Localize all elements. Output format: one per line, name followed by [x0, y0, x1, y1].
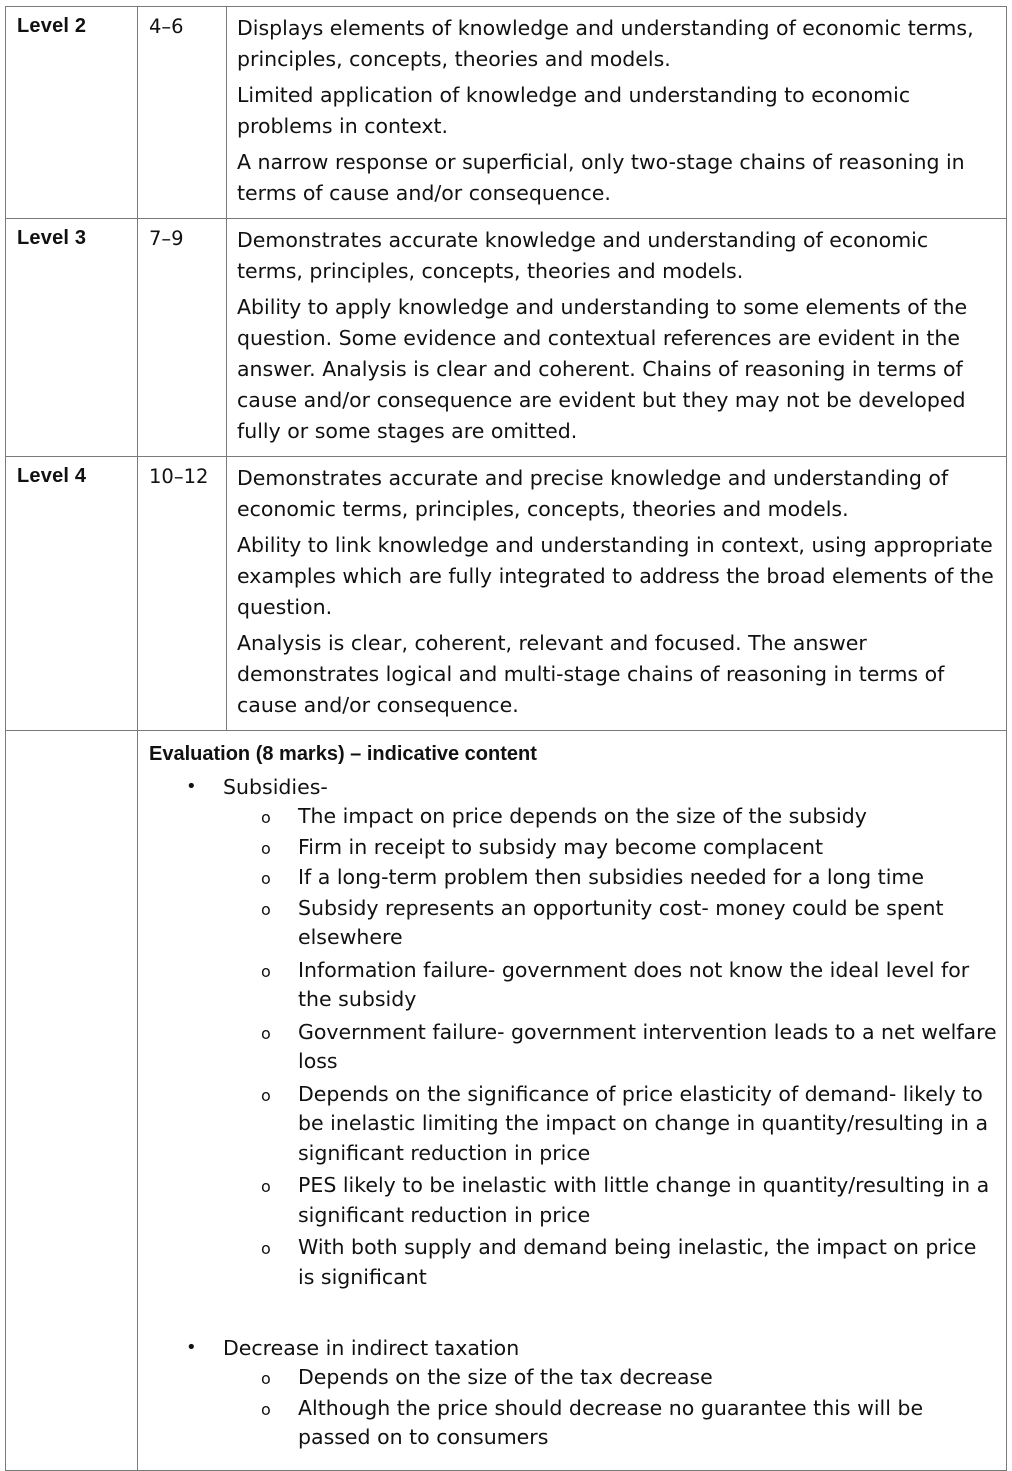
descriptor-paragraph: Limited application of knowledge and understanding to economic problems in context.	[237, 83, 911, 138]
level-label: Level 2	[6, 7, 138, 219]
descriptor-paragraph: Analysis is clear, coherent, relevant and focused. The answer demonstrates logical and multi-stage chains of reasoning in terms of cause and/or consequence.	[237, 631, 945, 717]
list-item	[261, 833, 998, 863]
list-item	[261, 802, 998, 832]
circle-bullet-icon: o	[261, 899, 271, 919]
descriptor-paragraph: Demonstrates accurate knowledge and understanding of economic terms, principles, concepts, theories and models.	[237, 228, 929, 283]
evaluation-cell	[138, 731, 1007, 1471]
point-text: Although the price should decrease no guarantee this will be passed on to consumers	[298, 1395, 924, 1449]
level-descriptor	[227, 457, 1007, 731]
point-text: Depends on the significance of price elasticity of demand- likely to be inelastic limiting the impact on change in quantity/resulting in a significant reduction in price	[298, 1081, 989, 1165]
bullet-icon: •	[186, 1337, 197, 1358]
section-heading: Decrease in indirect taxation	[223, 1336, 520, 1360]
level-label: Level 3	[6, 219, 138, 457]
list-item	[261, 956, 998, 1015]
circle-bullet-icon: o	[261, 808, 271, 827]
point-text: Government failure- government intervention leads to a net welfare loss	[298, 1019, 997, 1073]
point-text: Firm in receipt to subsidy may become complacent	[298, 834, 823, 859]
list-item	[261, 1080, 998, 1169]
descriptor-paragraph: A narrow response or superficial, only two-stage chains of reasoning in terms of cause and/or consequence.	[237, 150, 965, 205]
circle-bullet-icon: o	[261, 1399, 271, 1419]
point-text: Subsidy represents an opportunity cost- money could be spent elsewhere	[298, 895, 944, 949]
point-text: Information failure- government does not know the ideal level for the subsidy	[298, 957, 970, 1011]
list-item	[261, 1018, 998, 1077]
mark-scheme-table	[5, 6, 1007, 1471]
bullet-icon: •	[186, 776, 197, 797]
circle-bullet-icon: o	[261, 1369, 271, 1388]
list-item	[186, 1333, 998, 1453]
circle-bullet-icon: o	[261, 869, 271, 888]
mark-range: 4–6	[138, 7, 227, 219]
sub-list	[223, 1363, 998, 1453]
mark-range: 7–9	[138, 219, 227, 457]
circle-bullet-icon: o	[261, 838, 271, 858]
circle-bullet-icon: o	[261, 1085, 271, 1105]
point-text: PES likely to be inelastic with little change in quantity/resulting in a significant reduction in price	[298, 1173, 990, 1227]
empty-cell	[6, 731, 138, 1471]
point-text: The impact on price depends on the size of the subsidy	[298, 804, 867, 828]
circle-bullet-icon: o	[261, 1023, 271, 1043]
list-item	[261, 894, 998, 953]
circle-bullet-icon: o	[261, 1177, 271, 1196]
point-text: Depends on the size of the tax decrease	[298, 1365, 713, 1389]
level-row	[6, 7, 1007, 219]
descriptor-paragraph: Displays elements of knowledge and understanding of economic terms, principles, concepts, theories and models.	[237, 16, 974, 71]
evaluation-list	[149, 772, 998, 1453]
point-text: If a long-term problem then subsidies needed for a long time	[298, 865, 925, 889]
list-item	[261, 1363, 998, 1393]
list-item	[261, 1171, 998, 1230]
descriptor-paragraph: Ability to apply knowledge and understanding to some elements of the question. Some evidence and contextual references are evident in the answer. Analysis is clear and coherent. Chains of reasoning in terms of cause and/or consequence are evident but they may not be developed fully or some stages are omitted.	[237, 295, 968, 443]
list-item	[261, 863, 998, 893]
mark-range: 10–12	[138, 457, 227, 731]
point-text: With both supply and demand being inelastic, the impact on price is significant	[298, 1235, 977, 1289]
sub-list	[223, 802, 998, 1292]
circle-bullet-icon: o	[261, 961, 271, 981]
list-item	[261, 1394, 998, 1453]
evaluation-title: Evaluation (8 marks) – indicative content	[149, 743, 537, 765]
level-descriptor	[227, 219, 1007, 457]
section-heading: Subsidies-	[223, 775, 328, 799]
list-item	[186, 772, 998, 1333]
level-descriptor	[227, 7, 1007, 219]
descriptor-paragraph: Demonstrates accurate and precise knowledge and understanding of economic terms, principles, concepts, theories and models.	[237, 466, 949, 521]
level-label: Level 4	[6, 457, 138, 731]
evaluation-row	[6, 731, 1007, 1471]
level-row	[6, 457, 1007, 731]
list-item	[261, 1233, 998, 1292]
level-row	[6, 219, 1007, 457]
descriptor-paragraph: Ability to link knowledge and understanding in context, using appropriate examples which are fully integrated to address the broad elements of the question.	[237, 533, 994, 619]
circle-bullet-icon: o	[261, 1239, 271, 1258]
